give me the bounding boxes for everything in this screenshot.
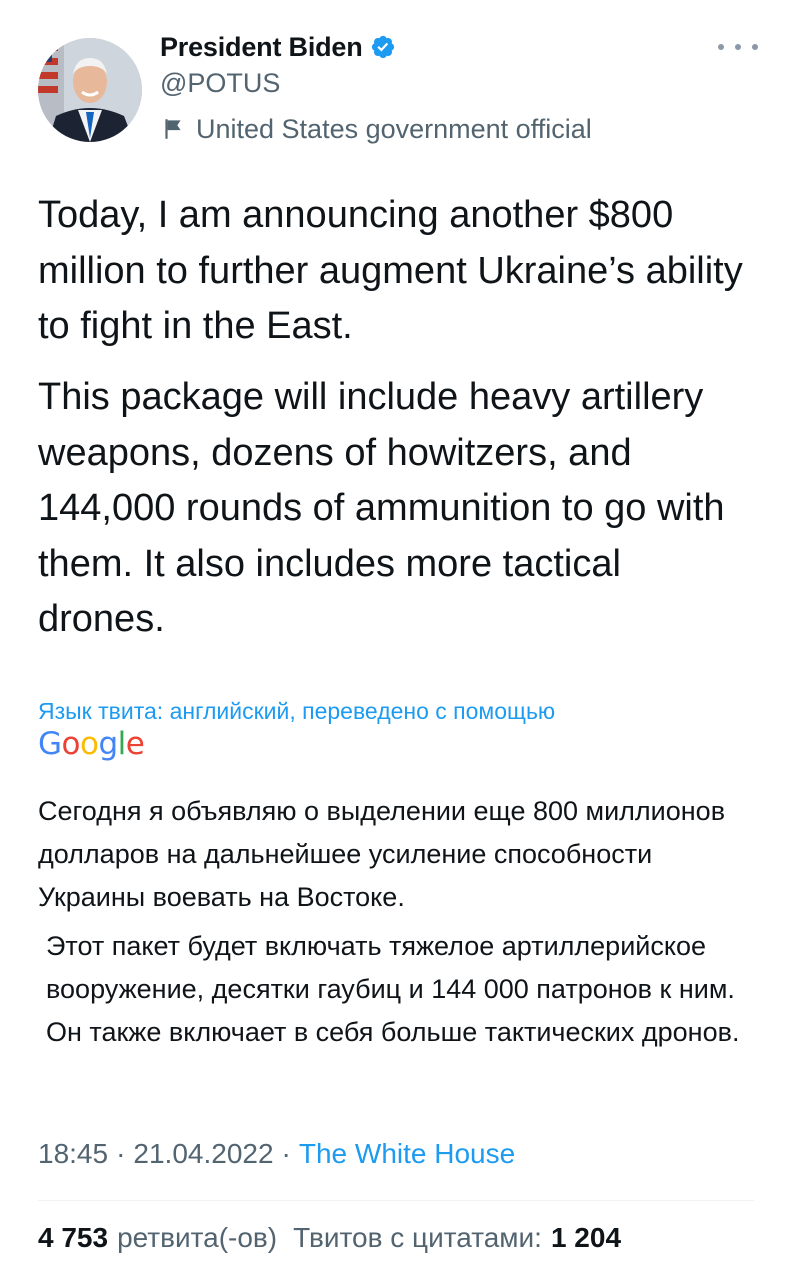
google-logo-letter: l: [117, 726, 126, 762]
tweet-text-paragraph: This package will include heavy artillery weapons, dozens of howitzers, and 144,000 rounds of ammunition to go with them. It also includes more tactical drones.: [38, 376, 725, 640]
google-logo-letter: g: [98, 726, 118, 762]
tweet-date[interactable]: 21.04.2022: [133, 1138, 274, 1169]
quotes-label: Твитов с цитатами:: [293, 1222, 542, 1253]
google-logo-letter: o: [80, 726, 99, 762]
tweet-meta-row: [38, 1138, 515, 1170]
tweet-time[interactable]: 18:45: [38, 1138, 109, 1169]
quotes-stat[interactable]: [293, 1222, 621, 1254]
google-logo-letter: e: [125, 726, 145, 762]
author-handle[interactable]: @POTUS: [160, 68, 281, 98]
google-logo-letter: G: [38, 726, 62, 762]
tweet-text-paragraph: Today, I am announcing another $800 million to further augment Ukraine’s ability to fight in the East.: [38, 194, 743, 347]
google-logo-letter: o: [61, 726, 80, 762]
retweets-label: ретвита(-ов): [117, 1222, 278, 1253]
translated-text-paragraph: Сегодня я объявляю о выделении еще 800 миллионов долларов на дальнейшее усиление способности Украины воевать на Востоке.: [38, 796, 726, 912]
avatar[interactable]: [38, 38, 142, 142]
verified-badge-icon: [370, 34, 396, 60]
retweets-count: 4 753: [38, 1222, 109, 1253]
quotes-count: 1 204: [550, 1222, 622, 1253]
google-logo: [38, 726, 144, 762]
more-dot-icon: [718, 44, 724, 50]
meta-separator: ·: [281, 1138, 291, 1169]
author-display-name[interactable]: President Biden: [160, 31, 363, 62]
government-label-row[interactable]: [160, 110, 592, 148]
more-dot-icon: [752, 44, 758, 50]
more-options-button[interactable]: [718, 32, 758, 62]
tweet-stats-row: [38, 1222, 621, 1254]
retweets-stat[interactable]: [38, 1222, 277, 1254]
government-flag-icon: [160, 116, 186, 142]
author-name-row[interactable]: [160, 28, 396, 66]
divider: [38, 1200, 754, 1201]
translation-note[interactable]: Язык твита: английский, переведено с помощью: [38, 698, 556, 724]
tweet-source-link[interactable]: The White House: [298, 1138, 516, 1169]
translated-text-paragraph: Этот пакет будет включать тяжелое артиллерийское вооружение, десятки гаубиц и 144 000 патронов к ним. Он также включает в себя больше тактических дронов.: [46, 931, 740, 1047]
meta-separator: ·: [116, 1138, 126, 1169]
more-dot-icon: [735, 44, 741, 50]
government-official-label: United States government official: [196, 113, 592, 144]
avatar-photo: [38, 38, 142, 142]
